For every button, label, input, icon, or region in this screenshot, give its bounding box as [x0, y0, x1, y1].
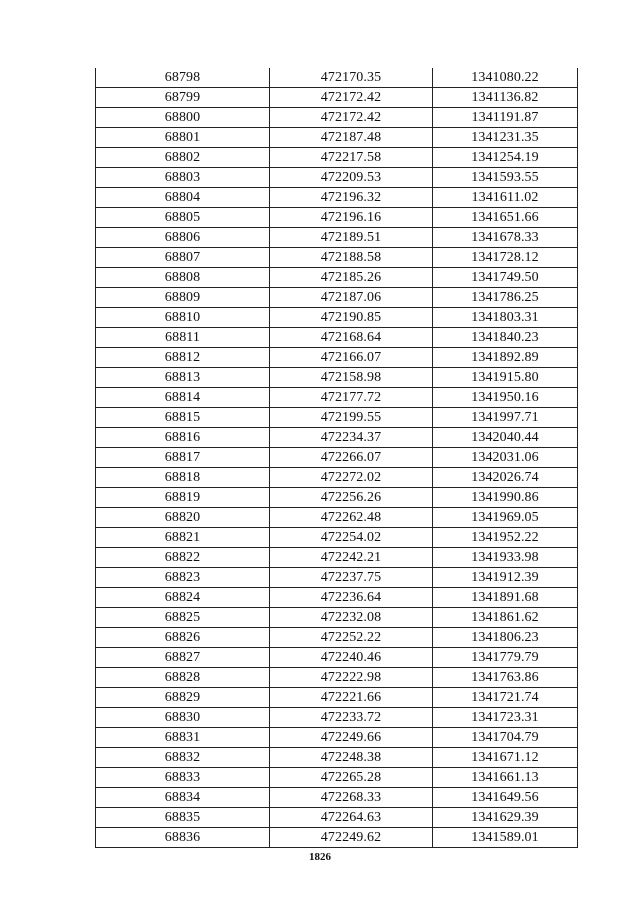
coordinates-table: [95, 68, 578, 848]
table-row: [96, 128, 578, 148]
x-coordinate-cell: 472256.26: [270, 488, 433, 508]
table-row: [96, 428, 578, 448]
point-id-cell: 68820: [96, 508, 270, 528]
y-coordinate-cell: 1341803.31: [433, 308, 578, 328]
table-row: [96, 308, 578, 328]
point-id-cell: 68823: [96, 568, 270, 588]
y-coordinate-cell: 1341080.22: [433, 68, 578, 88]
y-coordinate-cell: 1342026.74: [433, 468, 578, 488]
point-id-cell: 68818: [96, 468, 270, 488]
table-row: [96, 768, 578, 788]
point-id-cell: 68834: [96, 788, 270, 808]
x-coordinate-cell: 472188.58: [270, 248, 433, 268]
point-id-cell: 68814: [96, 388, 270, 408]
x-coordinate-cell: 472221.66: [270, 688, 433, 708]
coordinates-table-body: [96, 68, 578, 848]
table-row: [96, 488, 578, 508]
x-coordinate-cell: 472237.75: [270, 568, 433, 588]
point-id-cell: 68825: [96, 608, 270, 628]
table-row: [96, 68, 578, 88]
table-row: [96, 408, 578, 428]
point-id-cell: 68811: [96, 328, 270, 348]
y-coordinate-cell: 1341649.56: [433, 788, 578, 808]
point-id-cell: 68812: [96, 348, 270, 368]
y-coordinate-cell: 1341990.86: [433, 488, 578, 508]
table-row: [96, 228, 578, 248]
y-coordinate-cell: 1341136.82: [433, 88, 578, 108]
point-id-cell: 68819: [96, 488, 270, 508]
y-coordinate-cell: 1341191.87: [433, 108, 578, 128]
x-coordinate-cell: 472185.26: [270, 268, 433, 288]
point-id-cell: 68817: [96, 448, 270, 468]
y-coordinate-cell: 1341593.55: [433, 168, 578, 188]
point-id-cell: 68836: [96, 828, 270, 848]
table-row: [96, 348, 578, 368]
table-row: [96, 788, 578, 808]
y-coordinate-cell: 1341629.39: [433, 808, 578, 828]
y-coordinate-cell: 1341861.62: [433, 608, 578, 628]
table-row: [96, 208, 578, 228]
x-coordinate-cell: 472232.08: [270, 608, 433, 628]
x-coordinate-cell: 472249.66: [270, 728, 433, 748]
table-row: [96, 688, 578, 708]
point-id-cell: 68824: [96, 588, 270, 608]
table-row: [96, 608, 578, 628]
y-coordinate-cell: 1341806.23: [433, 628, 578, 648]
point-id-cell: 68828: [96, 668, 270, 688]
point-id-cell: 68832: [96, 748, 270, 768]
point-id-cell: 68801: [96, 128, 270, 148]
y-coordinate-cell: 1341840.23: [433, 328, 578, 348]
x-coordinate-cell: 472234.37: [270, 428, 433, 448]
x-coordinate-cell: 472272.02: [270, 468, 433, 488]
y-coordinate-cell: 1341723.31: [433, 708, 578, 728]
x-coordinate-cell: 472190.85: [270, 308, 433, 328]
point-id-cell: 68799: [96, 88, 270, 108]
point-id-cell: 68800: [96, 108, 270, 128]
point-id-cell: 68809: [96, 288, 270, 308]
y-coordinate-cell: 1341678.33: [433, 228, 578, 248]
y-coordinate-cell: 1341779.79: [433, 648, 578, 668]
table-row: [96, 108, 578, 128]
y-coordinate-cell: 1341671.12: [433, 748, 578, 768]
table-row: [96, 748, 578, 768]
x-coordinate-cell: 472266.07: [270, 448, 433, 468]
y-coordinate-cell: 1341651.66: [433, 208, 578, 228]
y-coordinate-cell: 1341611.02: [433, 188, 578, 208]
table-row: [96, 828, 578, 848]
x-coordinate-cell: 472242.21: [270, 548, 433, 568]
table-row: [96, 528, 578, 548]
x-coordinate-cell: 472233.72: [270, 708, 433, 728]
table-row: [96, 388, 578, 408]
table-row: [96, 288, 578, 308]
table-row: [96, 548, 578, 568]
point-id-cell: 68815: [96, 408, 270, 428]
x-coordinate-cell: 472189.51: [270, 228, 433, 248]
y-coordinate-cell: 1341231.35: [433, 128, 578, 148]
x-coordinate-cell: 472196.16: [270, 208, 433, 228]
table-row: [96, 508, 578, 528]
y-coordinate-cell: 1341891.68: [433, 588, 578, 608]
point-id-cell: 68827: [96, 648, 270, 668]
table-row: [96, 648, 578, 668]
x-coordinate-cell: 472187.48: [270, 128, 433, 148]
point-id-cell: 68835: [96, 808, 270, 828]
point-id-cell: 68810: [96, 308, 270, 328]
x-coordinate-cell: 472199.55: [270, 408, 433, 428]
table-row: [96, 368, 578, 388]
table-row: [96, 148, 578, 168]
point-id-cell: 68805: [96, 208, 270, 228]
x-coordinate-cell: 472249.62: [270, 828, 433, 848]
table-row: [96, 708, 578, 728]
table-row: [96, 668, 578, 688]
x-coordinate-cell: 472264.63: [270, 808, 433, 828]
point-id-cell: 68813: [96, 368, 270, 388]
x-coordinate-cell: 472240.46: [270, 648, 433, 668]
x-coordinate-cell: 472166.07: [270, 348, 433, 368]
y-coordinate-cell: 1341950.16: [433, 388, 578, 408]
table-row: [96, 568, 578, 588]
y-coordinate-cell: 1341704.79: [433, 728, 578, 748]
y-coordinate-cell: 1341763.86: [433, 668, 578, 688]
table-row: [96, 448, 578, 468]
point-id-cell: 68806: [96, 228, 270, 248]
table-row: [96, 468, 578, 488]
x-coordinate-cell: 472268.33: [270, 788, 433, 808]
page-number: 1826: [309, 851, 331, 863]
x-coordinate-cell: 472177.72: [270, 388, 433, 408]
x-coordinate-cell: 472158.98: [270, 368, 433, 388]
point-id-cell: 68826: [96, 628, 270, 648]
y-coordinate-cell: 1341254.19: [433, 148, 578, 168]
x-coordinate-cell: 472236.64: [270, 588, 433, 608]
point-id-cell: 68807: [96, 248, 270, 268]
table-row: [96, 588, 578, 608]
table-row: [96, 248, 578, 268]
x-coordinate-cell: 472222.98: [270, 668, 433, 688]
y-coordinate-cell: 1341892.89: [433, 348, 578, 368]
y-coordinate-cell: 1341915.80: [433, 368, 578, 388]
point-id-cell: 68804: [96, 188, 270, 208]
y-coordinate-cell: 1341589.01: [433, 828, 578, 848]
table-row: [96, 188, 578, 208]
point-id-cell: 68831: [96, 728, 270, 748]
y-coordinate-cell: 1341749.50: [433, 268, 578, 288]
point-id-cell: 68829: [96, 688, 270, 708]
x-coordinate-cell: 472262.48: [270, 508, 433, 528]
point-id-cell: 68833: [96, 768, 270, 788]
table-row: [96, 268, 578, 288]
x-coordinate-cell: 472187.06: [270, 288, 433, 308]
x-coordinate-cell: 472217.58: [270, 148, 433, 168]
table-row: [96, 728, 578, 748]
table-row: [96, 628, 578, 648]
table-row: [96, 808, 578, 828]
table-row: [96, 328, 578, 348]
x-coordinate-cell: 472168.64: [270, 328, 433, 348]
point-id-cell: 68802: [96, 148, 270, 168]
point-id-cell: 68816: [96, 428, 270, 448]
y-coordinate-cell: 1341786.25: [433, 288, 578, 308]
x-coordinate-cell: 472248.38: [270, 748, 433, 768]
y-coordinate-cell: 1341912.39: [433, 568, 578, 588]
point-id-cell: 68822: [96, 548, 270, 568]
x-coordinate-cell: 472209.53: [270, 168, 433, 188]
y-coordinate-cell: 1341969.05: [433, 508, 578, 528]
y-coordinate-cell: 1341661.13: [433, 768, 578, 788]
x-coordinate-cell: 472252.22: [270, 628, 433, 648]
point-id-cell: 68830: [96, 708, 270, 728]
point-id-cell: 68808: [96, 268, 270, 288]
y-coordinate-cell: 1341997.71: [433, 408, 578, 428]
x-coordinate-cell: 472254.02: [270, 528, 433, 548]
x-coordinate-cell: 472265.28: [270, 768, 433, 788]
y-coordinate-cell: 1341952.22: [433, 528, 578, 548]
point-id-cell: 68821: [96, 528, 270, 548]
x-coordinate-cell: 472196.32: [270, 188, 433, 208]
point-id-cell: 68803: [96, 168, 270, 188]
y-coordinate-cell: 1341728.12: [433, 248, 578, 268]
y-coordinate-cell: 1342040.44: [433, 428, 578, 448]
y-coordinate-cell: 1342031.06: [433, 448, 578, 468]
x-coordinate-cell: 472170.35: [270, 68, 433, 88]
x-coordinate-cell: 472172.42: [270, 108, 433, 128]
table-row: [96, 168, 578, 188]
table-row: [96, 88, 578, 108]
y-coordinate-cell: 1341933.98: [433, 548, 578, 568]
point-id-cell: 68798: [96, 68, 270, 88]
y-coordinate-cell: 1341721.74: [433, 688, 578, 708]
x-coordinate-cell: 472172.42: [270, 88, 433, 108]
